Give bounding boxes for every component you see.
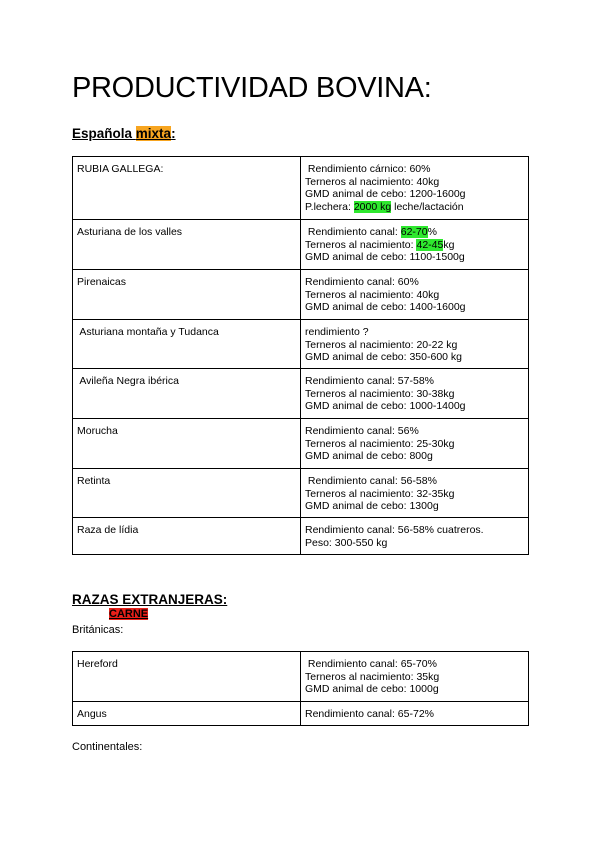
breed-info-cell — [301, 270, 529, 320]
info-text: Terneros al nacimiento: 25-30kg — [305, 437, 455, 450]
table-row — [73, 518, 529, 555]
breed-info-cell — [301, 369, 529, 419]
section-heading-text: Española — [72, 126, 136, 141]
table-row — [73, 270, 529, 320]
table-row — [73, 702, 529, 726]
info-line — [305, 671, 524, 684]
info-line — [305, 163, 524, 176]
info-text: GMD animal de cebo: 1200-1600g — [305, 188, 466, 200]
info-line — [305, 251, 524, 264]
info-text: Rendimiento canal: 56-58% — [305, 475, 437, 487]
info-text: GMD animal de cebo: 800g — [305, 450, 433, 462]
info-line — [305, 326, 524, 339]
breed-name-cell: Pirenaicas — [73, 270, 301, 320]
info-text: leche/lactación — [391, 200, 464, 213]
breed-name-cell: Angus — [73, 702, 301, 726]
info-line — [305, 438, 524, 451]
info-text: rendimiento ? — [305, 326, 369, 338]
info-line — [305, 276, 524, 289]
info-line — [305, 524, 524, 537]
breed-info-cell — [301, 652, 529, 702]
info-text: % — [427, 226, 437, 238]
info-text: GMD animal de cebo: 1000-1400g — [305, 400, 466, 412]
table-row — [73, 419, 529, 469]
breed-name-cell: Asturiana de los valles — [73, 220, 301, 270]
info-line — [305, 683, 524, 696]
info-line — [305, 339, 524, 352]
breed-info-cell — [301, 702, 529, 726]
table-row — [73, 469, 529, 518]
breed-name-cell: Hereford — [73, 652, 301, 702]
info-line — [305, 301, 524, 314]
info-text: GMD animal de cebo: 1300g — [305, 500, 439, 512]
info-line — [305, 425, 524, 438]
section-heading-colon: : — [171, 126, 176, 141]
breed-info-cell — [301, 157, 529, 220]
breed-info-cell — [301, 320, 529, 369]
breed-name-cell: Morucha — [73, 419, 301, 469]
info-line — [305, 400, 524, 413]
info-line — [305, 289, 524, 302]
info-text: Terneros al nacimiento: 32-35kg — [305, 487, 455, 500]
info-line — [305, 475, 524, 488]
info-text: Rendimiento cárnico: 60% — [305, 163, 431, 175]
info-line — [305, 188, 524, 201]
table-row — [73, 369, 529, 419]
highlighted-value: 2000 kg — [353, 200, 392, 213]
info-line — [305, 708, 524, 721]
info-text: Rendimiento canal: 56% — [305, 425, 419, 437]
info-line — [305, 488, 524, 501]
breed-name-cell: Retinta — [73, 469, 301, 518]
british-breeds-table — [72, 651, 529, 726]
info-line — [305, 450, 524, 463]
section-heading-extranjeras: RAZAS EXTRANJERAS: — [72, 592, 228, 607]
info-text: GMD animal de cebo: 1400-1600g — [305, 301, 466, 313]
info-text: Terneros al nacimiento: 40kg — [305, 288, 440, 301]
carne-label — [109, 608, 148, 620]
info-line — [305, 239, 524, 252]
info-line — [305, 375, 524, 388]
breed-name-cell: Avileña Negra ibérica — [73, 369, 301, 419]
info-text: Rendimiento canal: 56-58% cuatreros. — [305, 524, 484, 536]
highlighted-value: 62-70 — [400, 226, 428, 238]
info-line — [305, 658, 524, 671]
info-text: Terneros al nacimiento: 30-38kg — [305, 387, 455, 400]
table-row — [73, 220, 529, 270]
highlighted-value: 42-45 — [416, 238, 444, 251]
info-line — [305, 500, 524, 513]
breed-info-cell — [301, 220, 529, 270]
info-text: P.lechera: — [305, 200, 354, 213]
info-text: GMD animal de cebo: 1100-1500g — [305, 251, 465, 263]
breed-name-cell: Raza de lídia — [73, 518, 301, 555]
breed-name-cell: RUBIA GALLEGA: — [73, 157, 301, 220]
spanish-breeds-table — [72, 156, 529, 555]
table-row — [73, 157, 529, 220]
info-text: Terneros al nacimiento: 40kg — [305, 175, 440, 188]
breed-name-cell: Asturiana montaña y Tudanca — [73, 320, 301, 369]
info-line — [305, 537, 524, 550]
info-line — [305, 201, 524, 214]
section-heading-espanola — [72, 126, 176, 141]
info-text: Terneros al nacimiento: 35kg — [305, 670, 440, 683]
continentales-label: Continentales: — [72, 741, 143, 753]
info-text: GMD animal de cebo: 1000g — [305, 683, 439, 695]
info-text: Terneros al nacimiento: 20-22 kg — [305, 338, 458, 351]
info-line — [305, 388, 524, 401]
info-text: GMD animal de cebo: 350-600 kg — [305, 351, 463, 363]
table-row — [73, 652, 529, 702]
info-text: Rendimiento canal: — [305, 226, 401, 238]
highlight-mixta: mixta — [135, 126, 172, 141]
info-text: Peso: 300-550 kg — [305, 536, 388, 549]
info-text: Rendimiento canal: 65-70% — [305, 658, 437, 670]
info-text: kg — [443, 238, 455, 251]
breed-info-cell — [301, 518, 529, 555]
info-line — [305, 176, 524, 189]
britanicas-label: Británicas: — [72, 624, 124, 636]
info-line — [305, 226, 524, 239]
breed-info-cell — [301, 469, 529, 518]
info-text: Rendimiento canal: 60% — [305, 276, 419, 288]
info-text: Terneros al nacimiento: — [305, 238, 417, 251]
table-row — [73, 320, 529, 369]
page-title: PRODUCTIVIDAD BOVINA: — [72, 72, 432, 104]
breed-info-cell — [301, 419, 529, 469]
info-line — [305, 351, 524, 364]
carne-highlight: CARNE — [109, 608, 149, 620]
info-text: Rendimiento canal: 65-72% — [305, 708, 434, 720]
info-text: Rendimiento canal: 57-58% — [305, 375, 434, 387]
